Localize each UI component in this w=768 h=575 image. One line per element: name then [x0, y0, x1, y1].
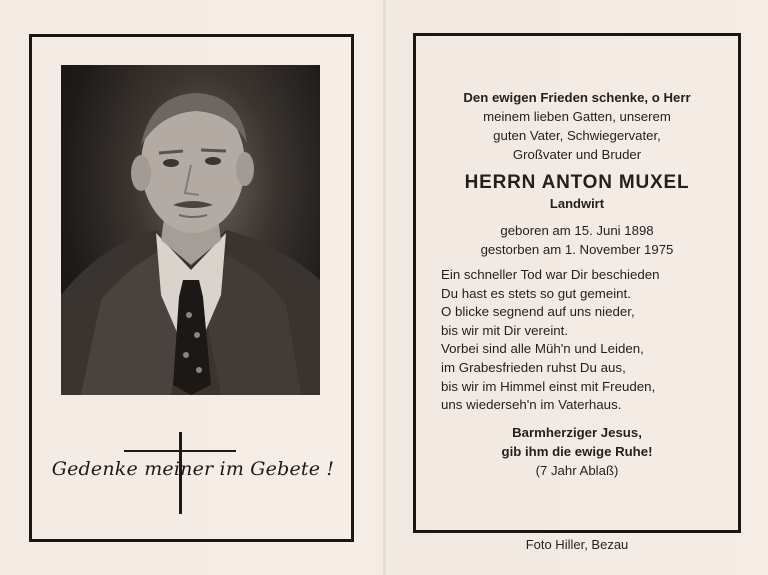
occupation: Landwirt [549, 196, 605, 211]
closing-line: gib ihm die ewige Ruhe! [501, 443, 653, 459]
birth-date: geboren am 15. Juni 1898 [500, 223, 654, 238]
death-date: gestorben am 1. November 1975 [480, 242, 674, 257]
intro-line: meinem lieben Gatten, unserem [483, 109, 671, 124]
poem-line: bis wir mit Dir vereint. [441, 322, 569, 338]
intro-line: Den ewigen Frieden schenke, o Herr [463, 90, 691, 105]
cross-horizontal [124, 450, 236, 452]
indulgence-note: (7 Jahr Ablaß) [535, 462, 619, 478]
intro-line: guten Vater, Schwiegervater, [493, 128, 661, 143]
life-dates [416, 221, 738, 259]
poem-line: uns wiederseh'n im Vaterhaus. [441, 397, 622, 413]
portrait-photo [61, 65, 320, 395]
card-fold [383, 0, 386, 575]
poem-line: Vorbei sind alle Müh'n und Leiden, [441, 341, 644, 357]
intro-line: Großvater und Bruder [512, 147, 642, 162]
deceased-name: HERRN ANTON MUXEL [464, 172, 690, 193]
portrait-illustration [61, 65, 320, 395]
poem-line: Ein schneller Tod war Dir beschieden [441, 267, 660, 282]
poem-line: im Grabesfrieden ruhst Du aus, [441, 359, 626, 375]
prayer-inscription: Gedenke meiner im Gebete ! [51, 458, 335, 480]
photo-credit: Foto Hiller, Bezau [525, 537, 629, 552]
memorial-text [416, 88, 738, 480]
poem-line: bis wir im Himmel einst mit Freuden, [441, 378, 656, 394]
intro-text [416, 88, 738, 164]
closing-prayer [416, 423, 738, 480]
memorial-poem [441, 266, 738, 415]
poem-line: Du hast es stets so gut gemeint. [441, 285, 631, 301]
closing-line: Barmherziger Jesus, [512, 424, 642, 440]
poem-line: O blicke segnend auf uns nieder, [441, 304, 635, 320]
